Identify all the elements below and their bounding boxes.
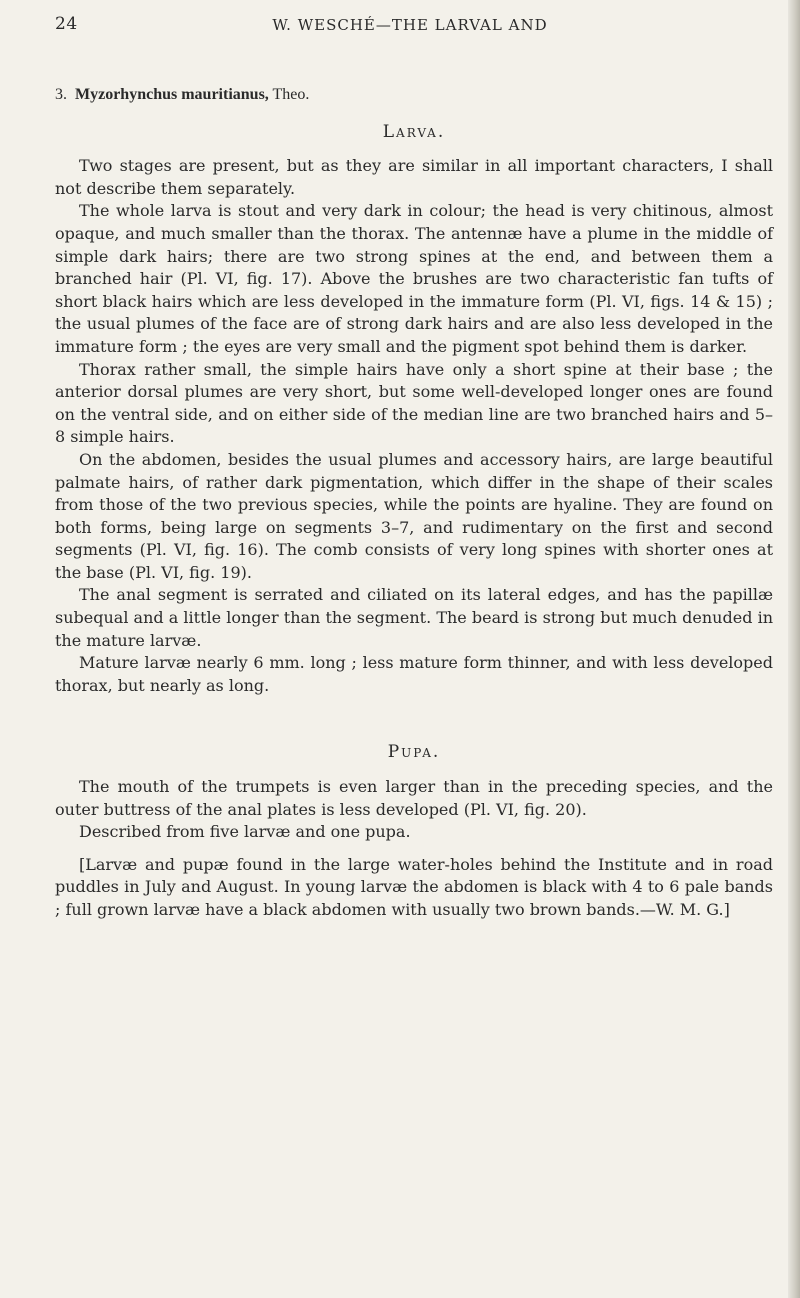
paragraph: Thorax rather small, the simple hairs have only a short spine at their base ; the anterior dorsal plumes are very short, but some well-developed longer ones are found on the ventral side, and on either side of the median line are two branched hairs and 5–8 simple hairs. — [55, 359, 773, 447]
page-header — [55, 10, 765, 36]
section-heading-pupa: Pupa. — [387, 742, 441, 763]
species-title — [55, 84, 773, 107]
species-authority: Theo. — [272, 86, 310, 103]
species-number: 3. — [55, 86, 67, 103]
section-heading-larva: Larva. — [382, 121, 446, 142]
page-edge-shadow — [788, 0, 800, 1298]
page-body — [55, 84, 773, 922]
paragraph: The mouth of the trumpets is even larger than in the preceding species, and the outer buttress of the anal plates is less developed (Pl. VI, fig. 20). — [55, 777, 773, 819]
section-spacer — [55, 697, 773, 741]
paragraph: On the abdomen, besides the usual plumes and accessory hairs, are large beautiful palmate hairs, of rather dark pigmentation, which differ in the shape of their scales from those of the two previous species, while the points are hyaline. They are found on both forms, being large on segments 3–7, and rudimentary on the first and second segments (Pl. VI, fig. 16). The comb consists of very long spines with shorter ones at the base (Pl. VI, fig. 19). — [55, 449, 773, 582]
paragraph: Two stages are present, but as they are similar in all important characters, I shall not describe them separately. — [55, 156, 773, 198]
editorial-note: [Larvæ and pupæ found in the large water-holes behind the Institute and in road puddles in July and August. In young larvæ the abdomen is black with 4 to 6 pale bands ; full grown larvæ have a black abdomen with usually two brown bands.—W. M. G.] — [55, 854, 773, 919]
paragraph: The anal segment is serrated and ciliated on its lateral edges, and has the papillæ subequal and a little longer than the segment. The beard is strong but much denuded in the mature larvæ. — [55, 585, 773, 650]
running-head: W. WESCHÉ—THE LARVAL AND — [272, 16, 548, 34]
paragraph: Described from five larvæ and one pupa. — [79, 822, 411, 842]
page-number: 24 — [55, 14, 78, 34]
species-name: Myzorhynchus mauritianus, — [75, 86, 269, 103]
paragraph: The whole larva is stout and very dark in colour; the head is very chitinous, almost opaque, and much smaller than the thorax. The antennæ have a plume in the middle of simple dark hairs; there are two strong spines at the end, and between them a branched hair (Pl. VI, fig. 17). Above the brushes are two characteristic fan tufts of short black hairs which are less developed in the immature form (Pl. VI, figs. 14 & 15) ; the usual plumes of the face are of strong dark hairs and are also less developed in the immature form ; the eyes are very small and the pigment spot behind them is darker. — [55, 201, 773, 356]
paragraph: Mature larvæ nearly 6 mm. long ; less mature form thinner, and with less developed thorax, but nearly as long. — [55, 653, 773, 695]
